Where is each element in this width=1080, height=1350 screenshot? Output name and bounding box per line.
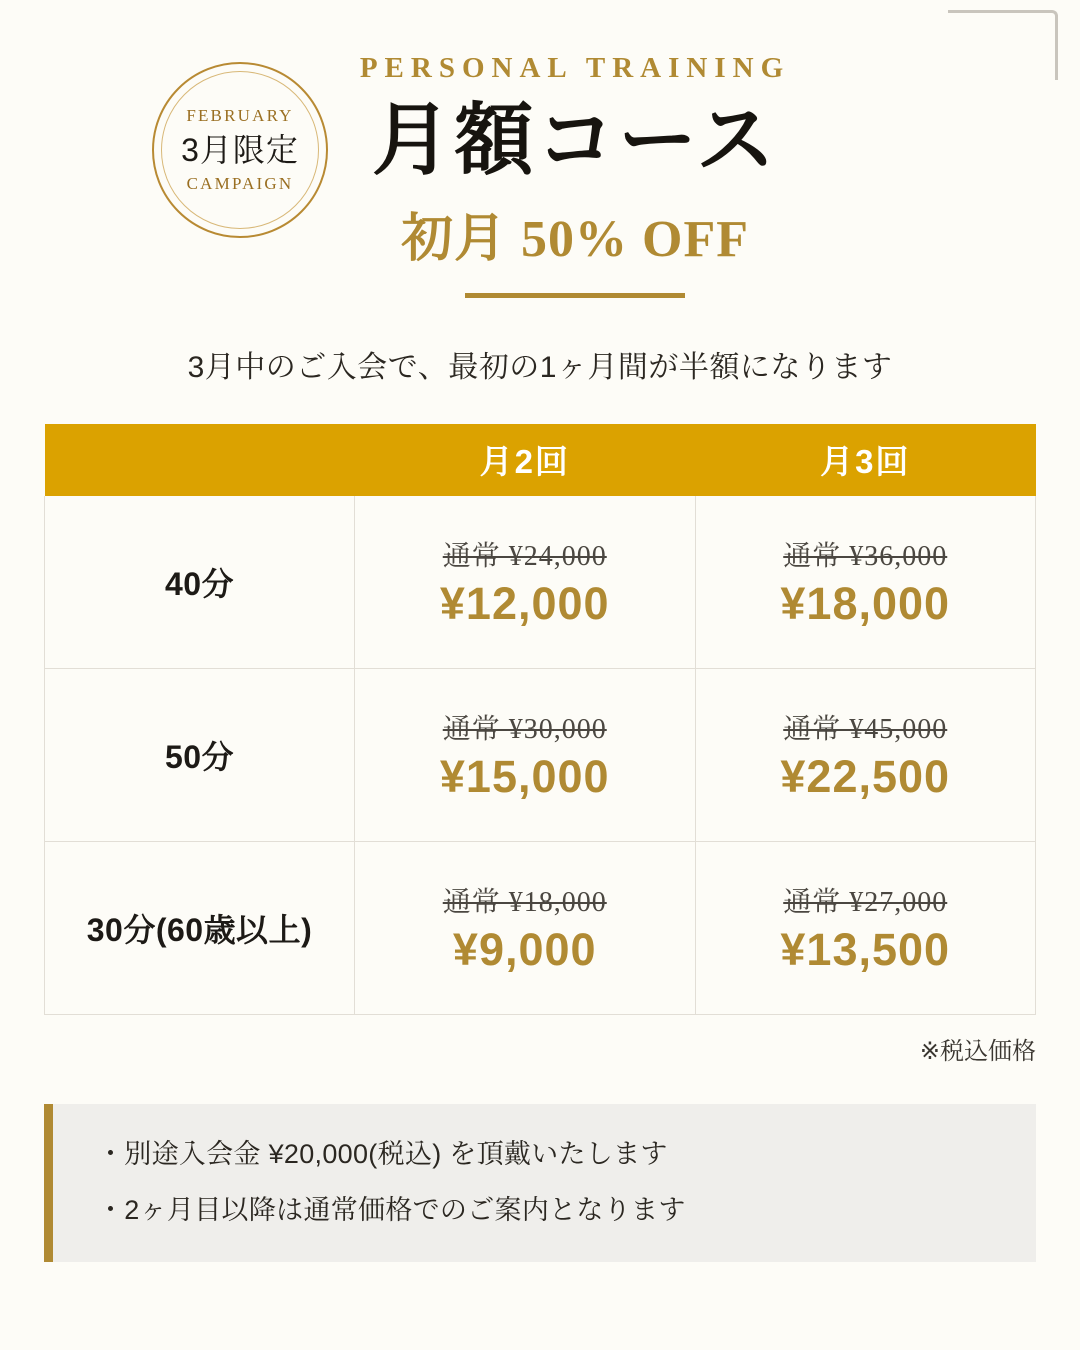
row-label-50min: 50分 (45, 669, 355, 842)
table-header-row (45, 424, 1036, 496)
old-price: 通常 ¥27,000 (783, 887, 948, 919)
table-row (45, 669, 1036, 842)
price-cell-30min-3x (695, 842, 1036, 1015)
row-label-30min-senior: 30分(60歳以上) (45, 842, 355, 1015)
table-header-corner (45, 424, 355, 496)
table-header-col-1: 月2回 (355, 424, 696, 496)
old-price: 通常 ¥45,000 (783, 714, 948, 746)
new-price: ¥22,500 (780, 751, 951, 803)
pricing-table-head (45, 424, 1036, 496)
old-price: 通常 ¥36,000 (783, 541, 948, 573)
row-label-40min: 40分 (45, 496, 355, 669)
lead-text: 3月中のご入会で、最初の1ヶ月間が半額になります (187, 350, 893, 384)
new-price: ¥18,000 (780, 578, 951, 630)
new-price: ¥15,000 (439, 751, 610, 803)
badge-bottom-label: CAMPAIGN (186, 174, 294, 194)
new-price: ¥12,000 (439, 578, 610, 630)
old-price: 通常 ¥24,000 (442, 541, 607, 573)
price-cell-50min-2x (355, 669, 696, 842)
price-cell-40min-3x (695, 496, 1036, 669)
eyebrow-text: PERSONAL TRAINING (359, 52, 791, 84)
new-price: ¥13,500 (780, 924, 951, 976)
table-row (45, 842, 1036, 1015)
page-subtitle: 初月 50% OFF (401, 210, 749, 268)
campaign-badge (152, 62, 328, 238)
badge-top-label: FEBRUARY (186, 105, 294, 125)
price-cell-40min-2x (355, 496, 696, 669)
table-row (45, 496, 1036, 669)
pricing-table-body (45, 496, 1036, 1015)
page-title: 月額コース (371, 95, 779, 184)
note-item: ・別途入会金 ¥20,000(税込) を頂戴いたします (97, 1139, 668, 1170)
old-price: 通常 ¥18,000 (442, 887, 607, 919)
price-cell-30min-2x (355, 842, 696, 1015)
badge-main-label: 3月限定 (181, 131, 299, 168)
table-header-col-2: 月3回 (695, 424, 1036, 496)
header (0, 0, 1080, 386)
pricing-table (44, 424, 1036, 1016)
tax-note: ※税込価格 (919, 1038, 1036, 1066)
notes-box (44, 1104, 1036, 1262)
pricing-table-wrapper (44, 424, 1036, 1016)
note-item: ・2ヶ月目以降は通常価格でのご案内となります (97, 1195, 686, 1226)
title-underline (465, 293, 685, 298)
old-price: 通常 ¥30,000 (442, 714, 607, 746)
price-cell-50min-3x (695, 669, 1036, 842)
new-price: ¥9,000 (452, 924, 597, 976)
